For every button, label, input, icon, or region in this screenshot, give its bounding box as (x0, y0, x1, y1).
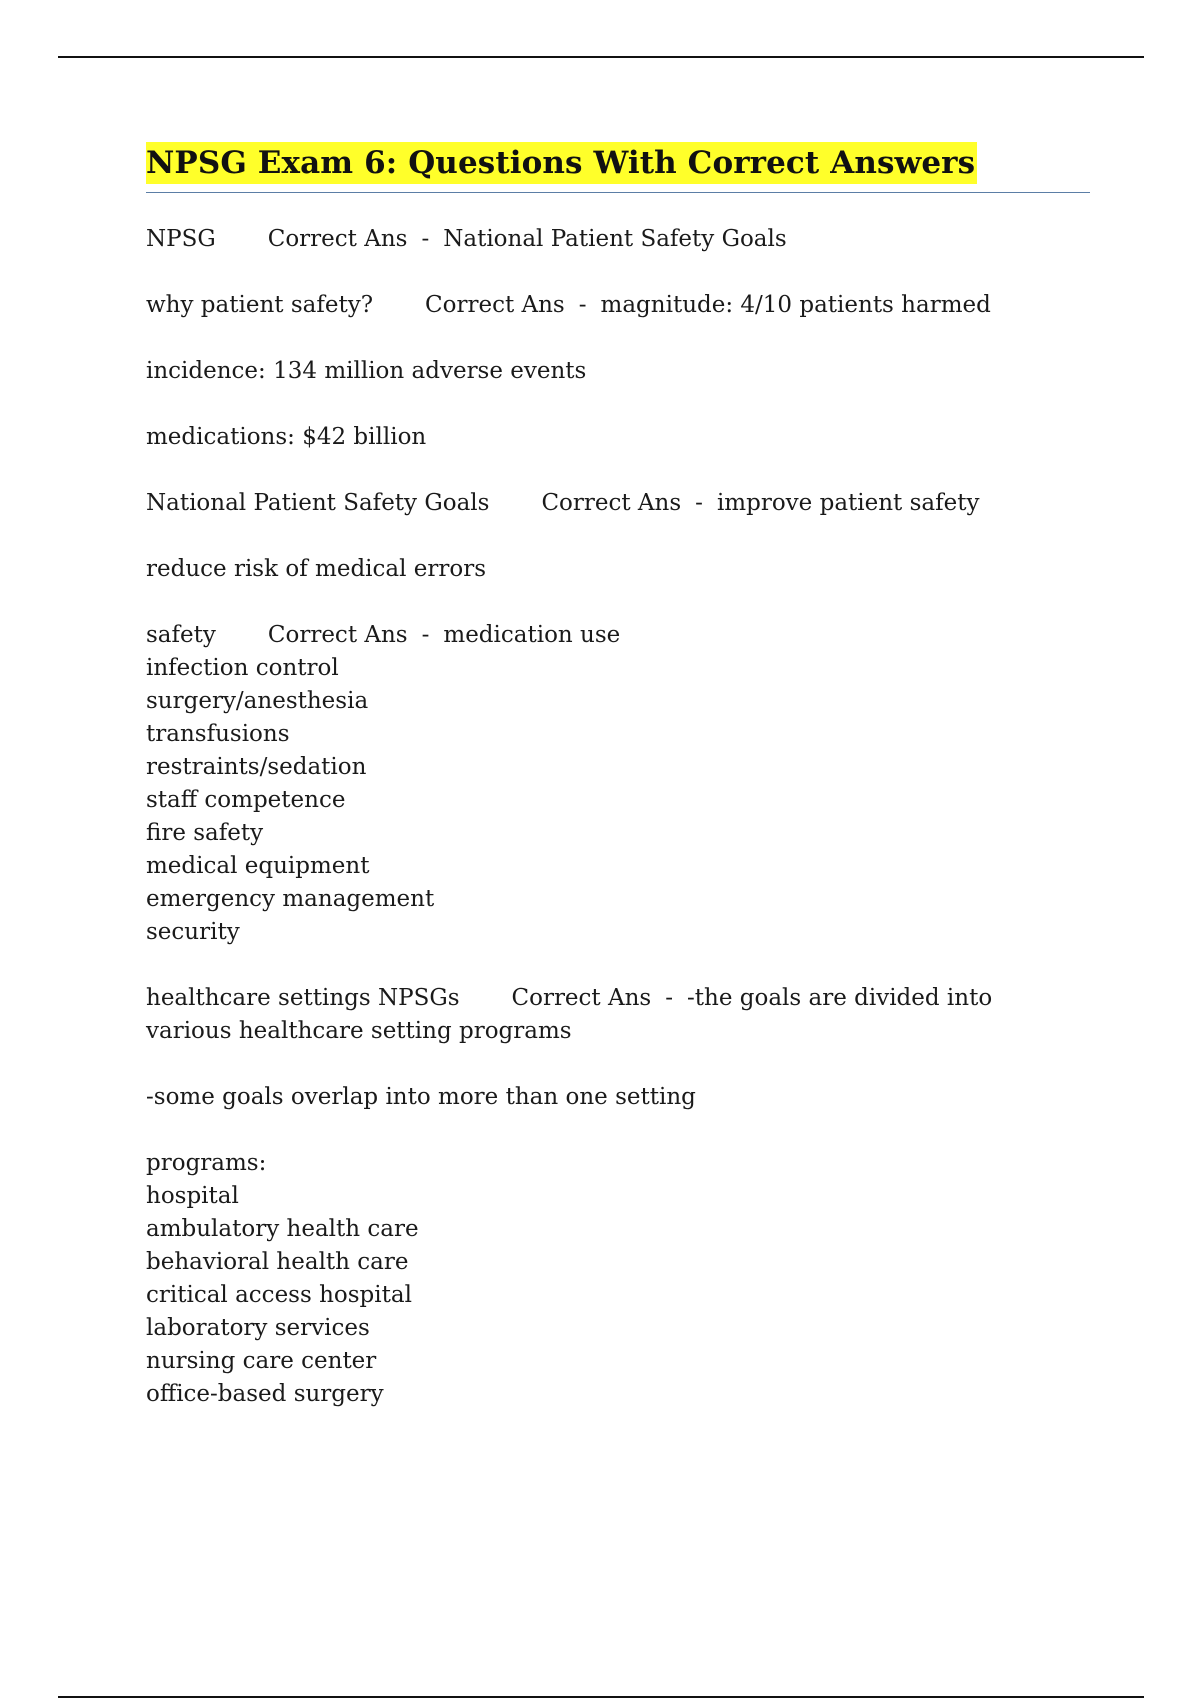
program-item: critical access hospital (146, 1282, 412, 1308)
question-term: why patient safety? (146, 292, 374, 318)
answer-text: National Patient Safety Goals (443, 226, 787, 252)
answer-label: Correct Ans (541, 490, 682, 516)
answer-label: Correct Ans (267, 622, 408, 648)
document-body (146, 142, 1090, 1444)
qa-entry (146, 289, 1090, 322)
answer-separator: - (578, 292, 587, 318)
answer-paragraph: medications: $42 billion (146, 424, 427, 450)
program-item: nursing care center (146, 1348, 377, 1374)
list-item: emergency management (146, 886, 435, 912)
document-title: NPSG Exam 6: Questions With Correct Answers (146, 142, 977, 184)
list-item: medical equipment (146, 853, 370, 879)
title-underline (146, 142, 1090, 193)
programs-block (146, 1147, 1090, 1411)
question-term: safety (146, 622, 216, 648)
footer-rule (58, 1696, 1144, 1698)
answer-separator: - (421, 622, 430, 648)
program-item: laboratory services (146, 1315, 370, 1341)
answer-text: medication use (443, 622, 621, 648)
program-item: hospital (146, 1183, 239, 1209)
list-item: restraints/sedation (146, 754, 367, 780)
answer-paragraph: -some goals overlap into more than one setting (146, 1084, 696, 1110)
list-item: security (146, 919, 240, 945)
list-item: infection control (146, 655, 339, 681)
answer-label: Correct Ans (267, 226, 408, 252)
question-term: National Patient Safety Goals (146, 490, 490, 516)
question-term: healthcare settings NPSGs (146, 985, 460, 1011)
list-item: transfusions (146, 721, 290, 747)
list-item: surgery/anesthesia (146, 688, 369, 714)
answer-separator: - (665, 985, 673, 1011)
qa-entry (146, 982, 1090, 1048)
answer-paragraph: incidence: 134 million adverse events (146, 358, 587, 384)
answer-separator: - (695, 490, 703, 516)
list-item: staff competence (146, 787, 346, 813)
programs-heading: programs: (146, 1150, 267, 1176)
answer-paragraph: reduce risk of medical errors (146, 556, 487, 582)
answer-text: improve patient safety (716, 490, 980, 516)
answer-separator: - (421, 226, 430, 252)
qa-line (146, 487, 1090, 520)
program-item: office-based surgery (146, 1381, 384, 1407)
header-rule (58, 56, 1144, 58)
qa-entry (146, 487, 1090, 520)
answer-text: -the goals are divided into (687, 985, 993, 1011)
qa-line (146, 289, 1090, 322)
answer-label: Correct Ans (425, 292, 565, 318)
qa-line (146, 223, 1090, 256)
question-term: NPSG (146, 226, 216, 252)
answer-continued: various healthcare setting programs (146, 1018, 572, 1044)
qa-entry (146, 619, 1090, 949)
answer-text: magnitude: 4/10 patients harmed (600, 292, 991, 318)
answer-label: Correct Ans (511, 985, 652, 1011)
program-item: ambulatory health care (146, 1216, 419, 1242)
list-item: fire safety (146, 820, 264, 846)
program-item: behavioral health care (146, 1249, 409, 1275)
qa-entry (146, 223, 1090, 256)
qa-line (146, 982, 1090, 1015)
qa-line (146, 619, 1090, 652)
